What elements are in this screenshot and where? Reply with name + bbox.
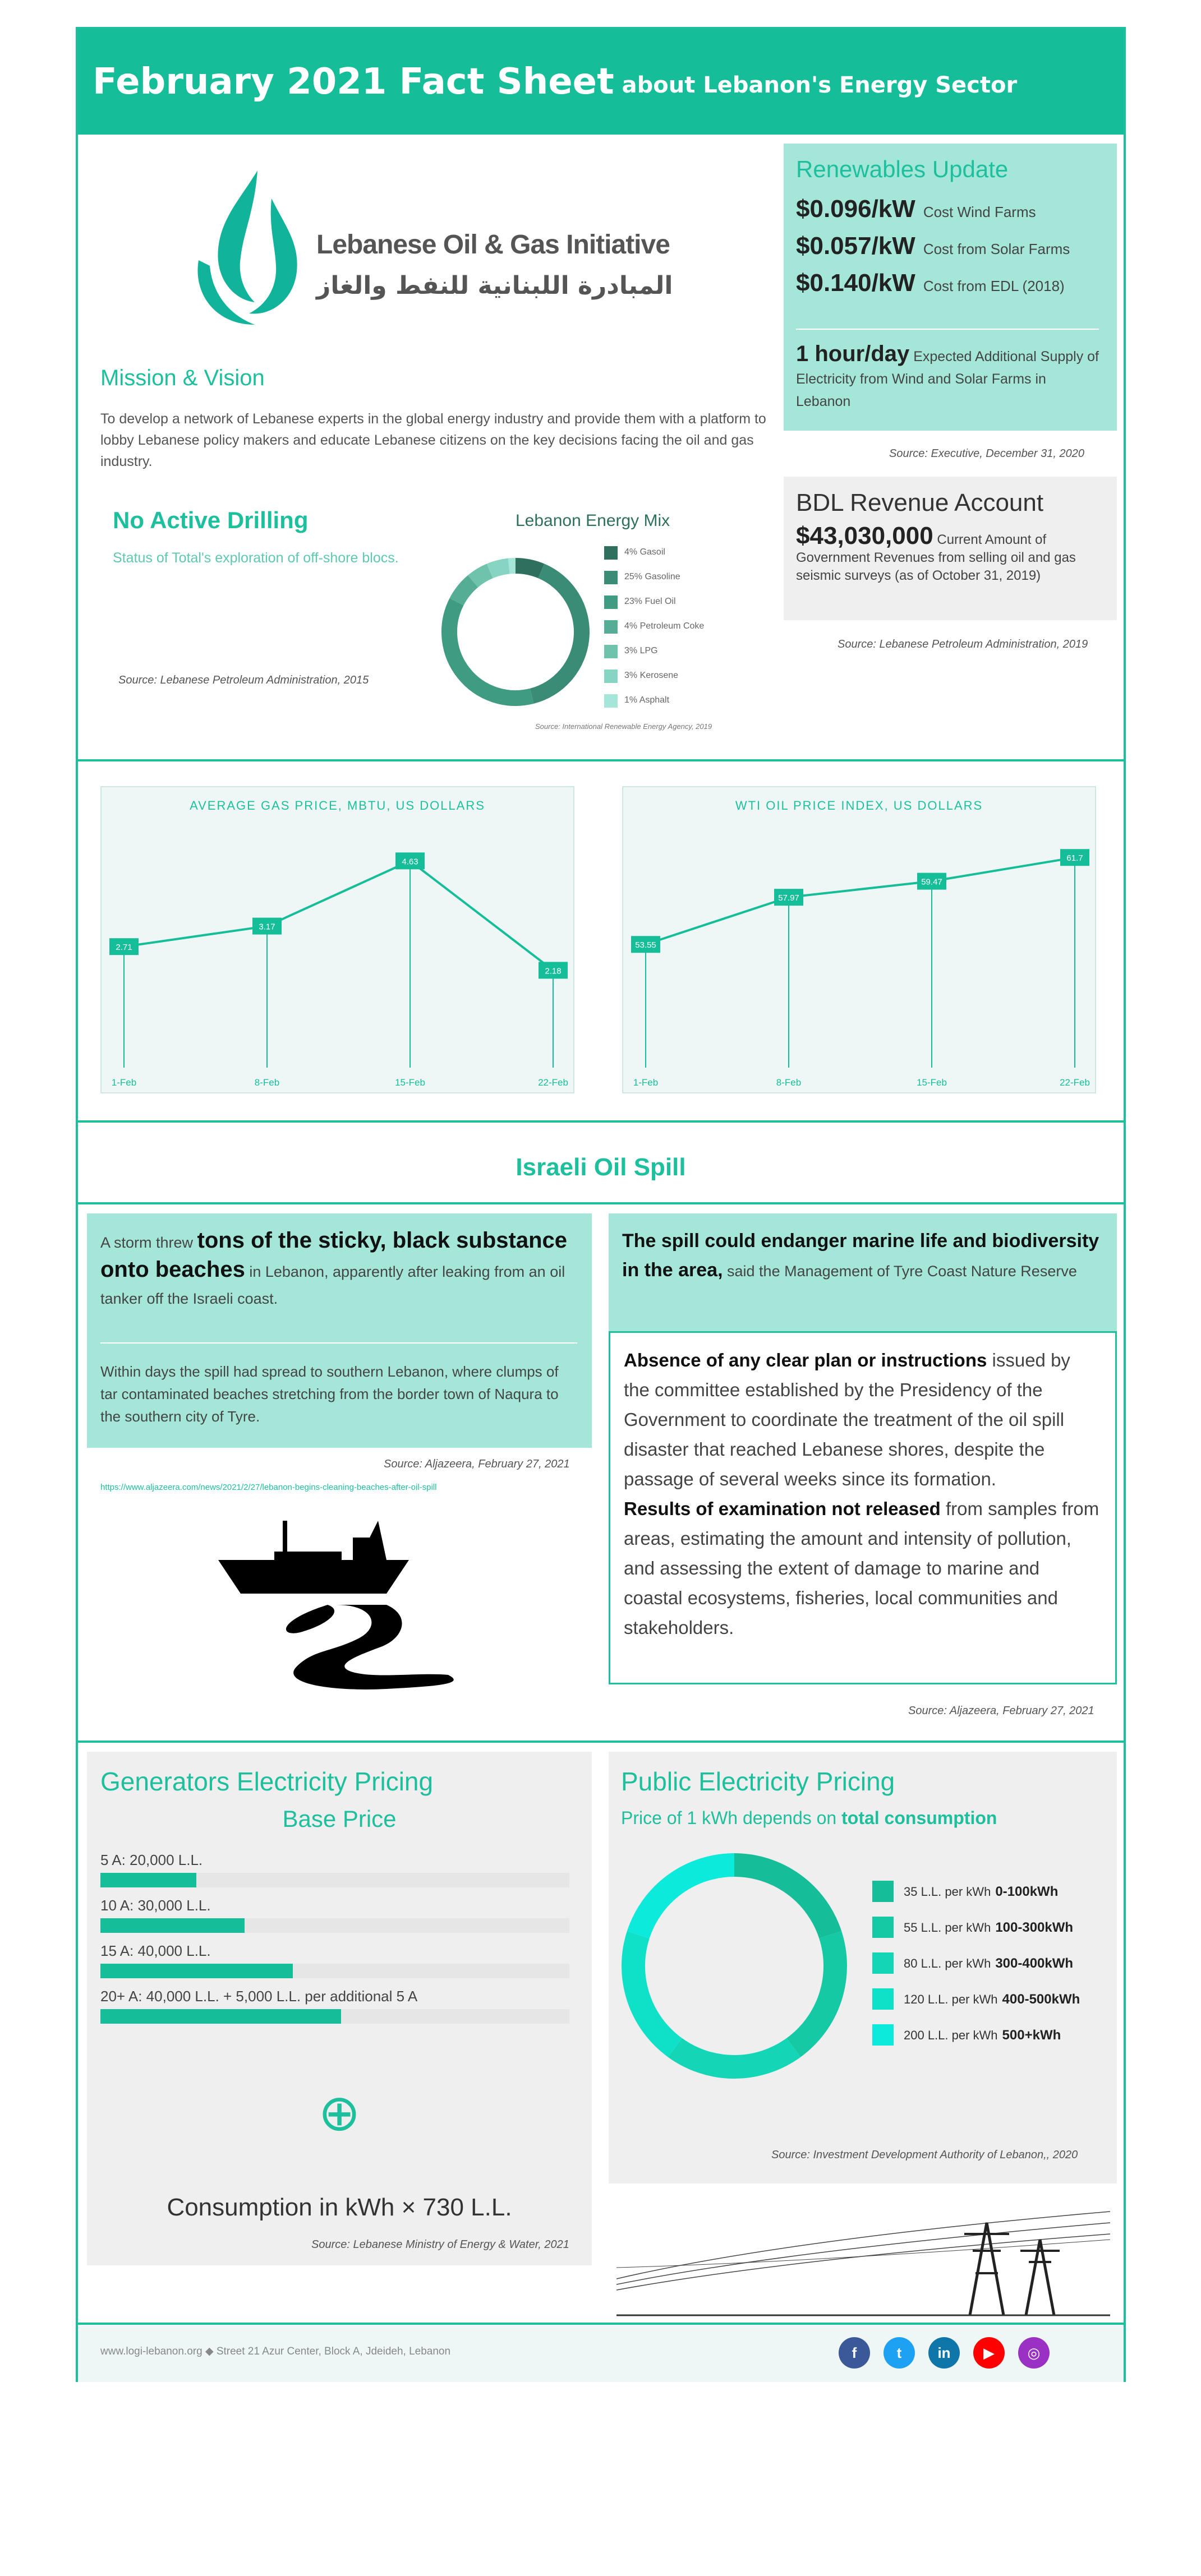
energy-mix-swatch <box>604 595 618 609</box>
tier-swatch <box>872 1988 894 2010</box>
x-tick-label: 1-Feb <box>111 1077 137 1088</box>
renewables-row-label: Cost from Solar Farms <box>923 241 1070 257</box>
bdl-panel <box>784 477 1117 620</box>
donut-slice-2 <box>675 2048 794 2067</box>
renewables-row <box>796 195 1036 223</box>
renewables-source: Source: Executive, December 31, 2020 <box>889 447 1084 460</box>
public-title: Public Electricity Pricing <box>621 1767 895 1796</box>
energy-mix-label: 23% Fuel Oil <box>624 597 676 606</box>
tier-price: 35 L.L. per kWh <box>904 1885 991 1899</box>
energy-mix-label: 25% Gasoline <box>624 572 680 581</box>
energy-mix-source: Source: International Renewable Energy Agency, 2019 <box>535 722 712 731</box>
tier-range: 300-400kWh <box>995 1956 1074 1971</box>
data-label: 57.97 <box>778 893 799 903</box>
energy-mix-title: Lebanon Energy Mix <box>516 511 670 530</box>
generator-bar <box>100 1964 293 1978</box>
data-label: 4.63 <box>402 857 418 867</box>
renewables-row-value: $0.140/kW <box>796 269 915 297</box>
data-label: 3.17 <box>259 922 275 932</box>
renewables-hour <box>796 343 1105 413</box>
spill-left-source: Source: Aljazeera, February 27, 2021 <box>384 1458 570 1470</box>
x-tick-label: 15-Feb <box>395 1077 425 1088</box>
generator-price-label: 10 A: 30,000 L.L. <box>100 1897 211 1914</box>
spill-box-b1: Absence of any clear plan or instructions <box>624 1350 987 1370</box>
oil-chart-title: WTI OIL PRICE INDEX, US DOLLARS <box>735 798 983 812</box>
renewables-row <box>796 269 1065 297</box>
tier-label <box>904 1884 1058 1900</box>
tier-swatch <box>872 2024 894 2046</box>
spill-right-top <box>609 1213 1117 1331</box>
renewables-title: Renewables Update <box>796 156 1009 182</box>
spill-left-p1 <box>100 1227 577 1312</box>
energy-mix-swatch <box>604 546 618 560</box>
drilling-title: No Active Drilling <box>113 507 309 533</box>
logo <box>187 159 673 344</box>
generator-bar <box>100 1873 196 1887</box>
twitter-icon[interactable]: t <box>884 2337 915 2369</box>
donut-slice-1 <box>794 1935 835 2047</box>
bdl-source: Source: Lebanese Petroleum Administration, 2019 <box>838 638 1088 650</box>
x-tick-label: 22-Feb <box>1060 1077 1090 1088</box>
youtube-icon[interactable]: ▶ <box>973 2337 1005 2369</box>
data-label: 2.18 <box>545 966 562 976</box>
divider-1 <box>78 759 1124 761</box>
instagram-icon[interactable]: ◎ <box>1018 2337 1050 2369</box>
spill-p1-bold: tons of the sticky, black substance onto beaches <box>100 1228 567 1282</box>
spill-left-p2: Within days the spill had spread to southern Lebanon, where clumps of tar contaminated beaches stretching from the border town of Naqura to the southern city of Tyre. <box>100 1363 559 1425</box>
public-pricing-donut <box>616 1848 852 2084</box>
spill-box-b2: Results of examination not released <box>624 1498 941 1519</box>
energy-mix-donut <box>437 553 594 710</box>
donut-slice-3 <box>457 581 473 602</box>
generator-price-label: 15 A: 40,000 L.L. <box>100 1942 211 1959</box>
x-tick-label: 1-Feb <box>633 1077 659 1088</box>
plus-icon: ⊕ <box>318 2084 361 2143</box>
donut-slice-4 <box>638 1865 734 1935</box>
public-subtitle <box>621 1808 997 1829</box>
page-subtitle: about Lebanon's Energy Sector <box>622 72 1018 98</box>
donut-slice-2 <box>449 602 532 698</box>
donut-slice-4 <box>473 571 490 581</box>
data-label: 59.47 <box>921 877 942 887</box>
renewables-hour-value: 1 hour/day <box>796 341 910 366</box>
generators-subtitle: Base Price <box>282 1806 397 1832</box>
energy-mix-swatch <box>604 670 618 683</box>
bdl-value: $43,030,000 <box>796 522 933 550</box>
logo-emblem-icon <box>187 165 328 333</box>
spill-right-box-text <box>624 1345 1101 1642</box>
donut-slice-1 <box>532 571 582 696</box>
renewables-row <box>796 232 1070 260</box>
data-label: 2.71 <box>116 943 132 953</box>
spill-right-top-bold: The spill could endanger marine life and biodiversity in the area, <box>622 1230 1099 1281</box>
energy-mix-label: 3% Kerosene <box>624 671 679 680</box>
energy-mix-swatch <box>604 694 618 708</box>
mission-text: To develop a network of Lebanese experts in the global energy industry and provide them with a platform to lobby Lebanese policy makers and educate Lebanese citizens on the key decisions facing the oil and gas industry. <box>100 411 766 469</box>
energy-mix-swatch <box>604 645 618 658</box>
generators-formula: Consumption in kWh × 730 L.L. <box>167 2194 512 2221</box>
data-label: 61.7 <box>1066 853 1083 864</box>
renewables-divider <box>796 329 1099 330</box>
renewables-row-label: Cost Wind Farms <box>923 204 1036 220</box>
footer <box>78 2325 1124 2382</box>
donut-slice-3 <box>633 1935 675 2047</box>
public-subtitle-pre: Price of 1 kWh depends on <box>621 1808 842 1828</box>
logo-name-ar: المبادرة اللبنانية للنفط والغاز <box>316 271 673 300</box>
tier-range: 0-100kWh <box>995 1884 1059 1899</box>
oil-price-chart <box>622 786 1096 1093</box>
series-line <box>646 857 1075 944</box>
energy-mix-label: 4% Petroleum Coke <box>624 621 705 631</box>
page-header <box>78 29 1124 135</box>
generator-bar <box>100 2009 341 2024</box>
spill-right-top-text <box>622 1227 1105 1285</box>
tier-swatch <box>872 1917 894 1938</box>
public-subtitle-bold: total consumption <box>841 1808 997 1828</box>
donut-slice-0 <box>734 1865 830 1935</box>
generators-panel <box>87 1752 592 2265</box>
energy-mix-swatch <box>604 620 618 634</box>
spill-box-t2: from samples from areas, estimating the amount and intensity of pollution, and assessing the extent of damage to marine and coastal ecosystems, fisheries, local communities and stakeholders. <box>624 1498 1099 1638</box>
generator-price-label: 20+ A: 40,000 L.L. + 5,000 L.L. per additional 5 A <box>100 1988 418 2005</box>
tier-range: 400-500kWh <box>1002 1992 1080 2007</box>
tier-price: 80 L.L. per kWh <box>904 1956 991 1970</box>
page-title: February 2021 Fact Sheet <box>93 61 614 103</box>
oil-tanker-spill-icon <box>218 1521 471 1700</box>
mission-title: Mission & Vision <box>100 366 265 390</box>
tier-label <box>904 1956 1073 1972</box>
drilling-text: Status of Total's exploration of off-shore blocs. <box>113 550 399 566</box>
spill-url-link[interactable]: https://www.aljazeera.com/news/2021/2/27/lebanon-begins-cleaning-beaches-after-oil-spill <box>100 1483 437 1492</box>
tier-label <box>904 2028 1061 2043</box>
public-panel <box>609 1752 1117 2183</box>
x-tick-label: 22-Feb <box>538 1077 568 1088</box>
power-lines-icon <box>616 2200 1110 2318</box>
tier-range: 500+kWh <box>1002 2028 1061 2043</box>
spill-p1-pre: A storm threw <box>100 1234 197 1251</box>
spill-title: Israeli Oil Spill <box>516 1153 686 1181</box>
tier-price: 120 L.L. per kWh <box>904 1992 998 2006</box>
fact-sheet-frame <box>76 27 1126 2382</box>
divider-2 <box>78 1120 1124 1123</box>
tier-label <box>904 1992 1080 2007</box>
tier-label <box>904 1920 1073 1936</box>
renewables-hour-label: Expected Additional Supply of Electricity from Wind and Solar Farms in Lebanon <box>796 349 1099 409</box>
spill-left-panel <box>87 1213 592 1448</box>
spill-right-source: Source: Aljazeera, February 27, 2021 <box>908 1705 1094 1717</box>
energy-mix-label: 4% Gasoil <box>624 547 665 557</box>
renewables-row-value: $0.057/kW <box>796 232 915 260</box>
generators-title: Generators Electricity Pricing <box>100 1767 434 1796</box>
donut-slice-5 <box>490 566 509 571</box>
series-line <box>124 861 553 970</box>
renewables-row-label: Cost from EDL (2018) <box>923 278 1065 294</box>
renewables-row-value: $0.096/kW <box>796 195 915 223</box>
tier-swatch <box>872 1952 894 1974</box>
generator-bar <box>100 1918 245 1933</box>
spill-right-box <box>609 1331 1117 1684</box>
gas-chart-title: AVERAGE GAS PRICE, MBTU, US DOLLARS <box>190 798 485 812</box>
divider-3 <box>78 1202 1124 1204</box>
generator-price-label: 5 A: 20,000 L.L. <box>100 1852 203 1868</box>
x-tick-label: 15-Feb <box>917 1077 947 1088</box>
x-tick-label: 8-Feb <box>254 1077 280 1088</box>
public-source: Source: Investment Development Authority of Lebanon,, 2020 <box>771 2149 1078 2161</box>
linkedin-icon[interactable]: in <box>928 2337 960 2369</box>
energy-mix-label: 3% LPG <box>624 646 658 655</box>
logo-name-en: Lebanese Oil & Gas Initiative <box>316 230 670 260</box>
spill-p1-post: in Lebanon, apparently after leaking from an oil tanker off the Israeli coast. <box>100 1263 565 1307</box>
divider-4 <box>78 1741 1124 1743</box>
bdl-body <box>796 522 1105 585</box>
data-label: 53.55 <box>635 940 656 950</box>
bdl-label: Current Amount of Government Revenues from selling oil and gas seismic surveys (as of October 31, 2019) <box>796 532 1076 583</box>
gas-price-chart <box>100 786 574 1093</box>
donut-slice-0 <box>516 566 541 571</box>
spill-left-divider <box>100 1342 577 1344</box>
spill-right-top-rest: said the Management of Tyre Coast Nature Reserve <box>723 1263 1077 1280</box>
tier-swatch <box>872 1881 894 1902</box>
generators-source: Source: Lebanese Ministry of Energy & Water, 2021 <box>311 2238 569 2251</box>
tier-range: 100-300kWh <box>995 1920 1074 1935</box>
energy-mix-swatch <box>604 571 618 584</box>
tier-price: 55 L.L. per kWh <box>904 1921 991 1935</box>
drilling-source: Source: Lebanese Petroleum Administration, 2015 <box>118 674 369 686</box>
facebook-icon[interactable]: f <box>839 2337 870 2369</box>
renewables-panel <box>784 144 1117 431</box>
energy-mix-label: 1% Asphalt <box>624 695 670 705</box>
tier-price: 200 L.L. per kWh <box>904 2028 998 2042</box>
spill-box-t1: issued by the committee established by the Presidency of the Government to coordinate the treatment of the oil spill disaster that reached Lebanese shores, despite the passage of several weeks since its formation. <box>624 1350 1070 1489</box>
footer-address: www.logi-lebanon.org ◆ Street 21 Azur Center, Block A, Jdeideh, Lebanon <box>100 2346 451 2357</box>
x-tick-label: 8-Feb <box>776 1077 802 1088</box>
bdl-title: BDL Revenue Account <box>796 489 1044 516</box>
